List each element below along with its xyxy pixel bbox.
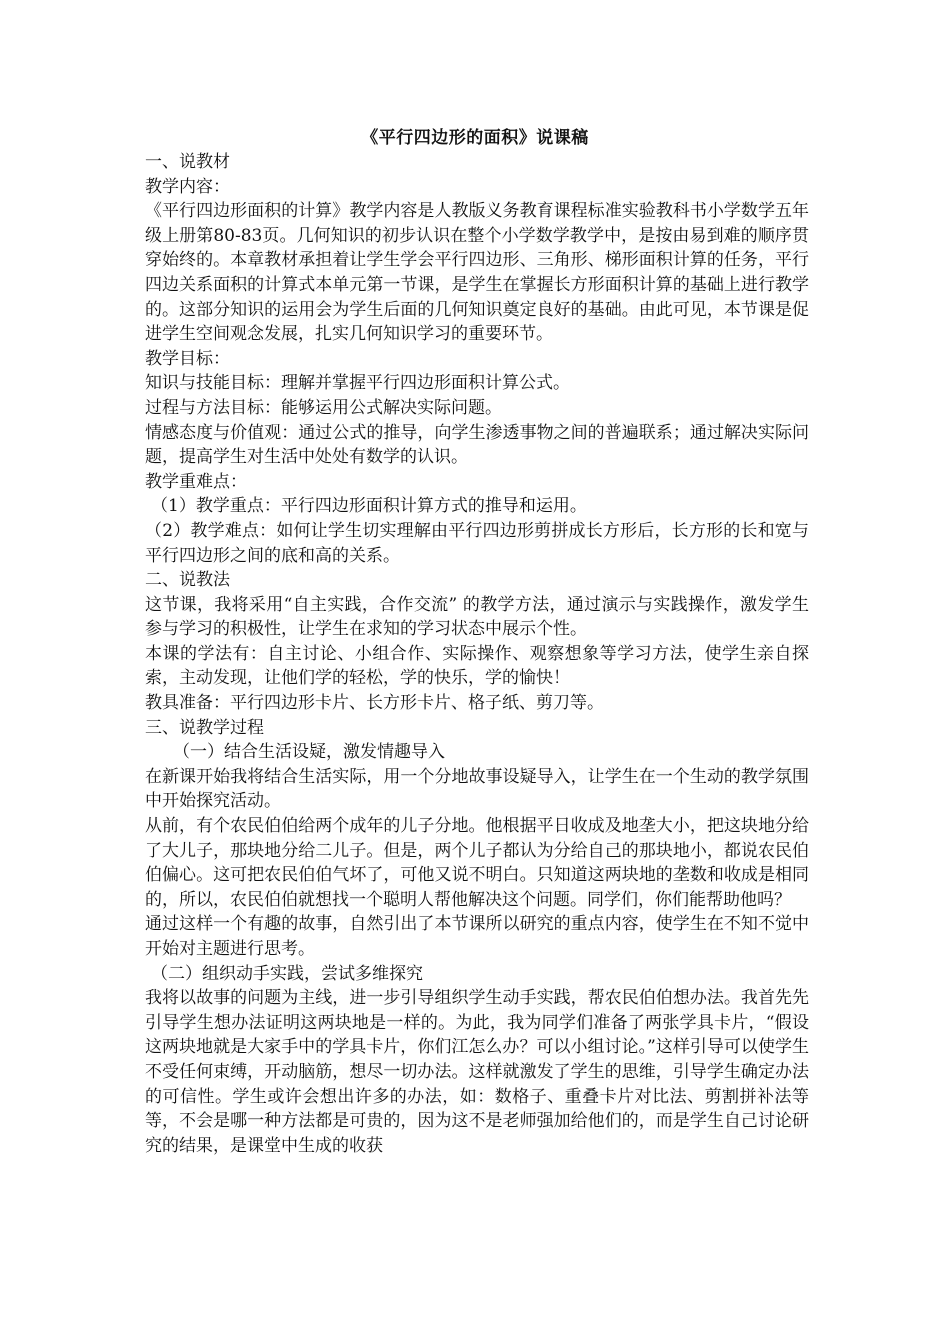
subheading-step-one: （一）结合生活设疑，激发情趣导入 (173, 742, 445, 763)
subheading-step-two: （二）组织动手实践，尝试多维探究 (151, 963, 423, 984)
paragraph-learning-method: 本课的学法有：自主讨论、小组合作、实际操作、观察想象等学习方法，使学生亲自探索，主动发现，让他们学的轻松，学的快乐，学的愉快！ (145, 643, 809, 689)
difficult-point: （2）教学难点：如何让学生切实理解由平行四边形剪拼成长方形后，长方形的长和宽与平行四边形之间的底和高的关系。 (145, 520, 809, 566)
paragraph-intro: 在新课开始我将结合生活实际，用一个分地故事设疑导入，让学生在一个生动的教学氛围中开始探究活动。 (145, 766, 809, 812)
subheading-content: 教学内容： (145, 176, 230, 197)
paragraph-story-effect: 通过这样一个有趣的故事，自然引出了本节课所以研究的重点内容，使学生在不知不觉中开始对主题进行思考。 (145, 914, 809, 959)
goal-attitude: 情感态度与价值观：通过公式的推导，向学生渗透事物之间的普遍联系；通过解决实际问题，提高学生对生活中处处有数学的认识。 (145, 422, 809, 468)
section-heading-process: 三、说教学过程 (145, 717, 264, 738)
goal-knowledge: 知识与技能目标：理解并掌握平行四边形面积计算公式。 (145, 373, 570, 394)
section-heading-methods: 二、说教法 (145, 570, 230, 591)
subheading-goals: 教学目标： (145, 348, 230, 369)
goal-process: 过程与方法目标：能够运用公式解决实际问题。 (145, 397, 502, 418)
paragraph-practice: 我将以故事的问题为主线，进一步引导组织学生动手实践，帮农民伯伯想办法。我首先先引导学生想办法证明这两块地是一样的。为此，我为同学们准备了两张学具卡片，“假设这两块地就是大家手中的学具卡片，你们江怎么办？可以小组讨论。”这样引导可以使学生不受任何束缚，开动脑筋，想尽一切办法。这样就激发了学生的思维，引导学生确定办法的可信性。学生或许会想出许多的办法，如：数格子、重叠卡片对比法、剪割拼补法等等，不会是哪一种方法都是可贵的，因为这不是老师强加给他们的，而是学生自己讨论研究的结果，是课堂中生成的收获 (145, 988, 809, 1156)
section-heading-textbook: 一、说教材 (145, 152, 230, 172)
paragraph-content: 《平行四边形面积的计算》教学内容是人教版义务教育课程标准实验教科书小学数学五年级上册第80-83页。几何知识的初步认识在整个小学数学教学中，是按由易到难的顺序贯穿始终的。本章教材承担着让学生学会平行四边形、三角形、梯形面积计算的任务，平行四边关系面积的计算式本单元第一节课，是学生在掌握长方形面积计算的基础上进行教学的。这部分知识的运用会为学生后面的几何知识奠定良好的基础。由此可见，本节课是促进学生空间观念发展，扎实几何知识学习的重要环节。 (145, 201, 809, 345)
paragraph-teaching-method: 这节课，我将采用“自主实践，合作交流” 的教学方法，通过演示与实践操作，激发学生参与学习的积极性，让学生在求知的学习状态中展示个性。 (145, 594, 809, 640)
document-body (145, 150, 809, 1158)
subheading-key-points: 教学重难点： (145, 471, 247, 492)
paragraph-story: 从前，有个农民伯伯给两个成年的儿子分地。他根据平日收成及地垄大小，把这块地分给了大儿子，那块地分给二儿子。但是，两个儿子都认为分给自己的那块地小，都说农民伯伯偏心。这可把农民伯伯气坏了，可他又说不明白。只知道这两块地的垄数和收成是相同的，所以，农民伯伯就想找一个聪明人帮他解决这个问题。同学们，你们能帮助他吗？ (145, 816, 809, 910)
key-point: （1）教学重点：平行四边形面积计算方式的推导和运用。 (151, 496, 587, 517)
document-title: 《平行四边形的面积》说课稿 (361, 128, 589, 148)
paragraph-teaching-aids: 教具准备：平行四边形卡片、长方形卡片、格子纸、剪刀等。 (145, 693, 604, 714)
